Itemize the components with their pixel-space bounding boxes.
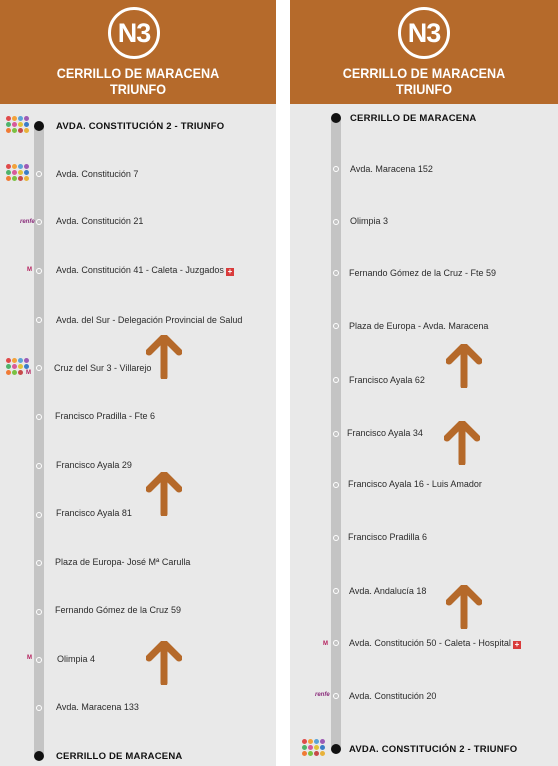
route-title-line2: TRIUNFO xyxy=(396,81,452,97)
stop-label: Plaza de Europa - Avda. Maracena xyxy=(349,321,489,331)
stop-label: Francisco Ayala 62 xyxy=(349,375,425,385)
terminal-stop-dot xyxy=(34,751,44,761)
bus-lines-grid-icon xyxy=(6,116,32,136)
stop-dot xyxy=(36,512,42,518)
stop-label: Francisco Ayala 34 xyxy=(347,428,423,438)
route-title-line1: CERRILLO DE MARACENA xyxy=(56,65,220,81)
metro-logo: M xyxy=(27,267,32,273)
up-arrow-icon xyxy=(444,421,480,465)
stop-label: Avda. Maracena 152 xyxy=(350,164,433,174)
metro-logo: M xyxy=(323,641,328,647)
line-badge: N3 xyxy=(108,7,160,59)
renfe-logo: renfe xyxy=(20,219,35,225)
stop-label: Francisco Ayala 29 xyxy=(56,460,132,470)
stop-label-text: Avda. Constitución 41 - Caleta - Juzgados xyxy=(56,265,224,275)
stop-label: Avda. Andalucía 18 xyxy=(349,586,427,596)
bus-lines-grid-icon xyxy=(6,164,32,184)
stop-label: Avda. del Sur - Delegación Provincial de Salud xyxy=(56,315,243,325)
up-arrow-icon xyxy=(446,585,482,629)
route-panel-right xyxy=(290,0,558,766)
stop-label-text: Avda. Constitución 50 - Caleta - Hospital xyxy=(349,638,511,648)
route-header xyxy=(290,0,558,104)
route-header xyxy=(0,0,276,104)
stop-dot xyxy=(333,588,339,594)
stop-label xyxy=(56,265,234,276)
route-title-line1: CERRILLO DE MARACENA xyxy=(342,65,506,81)
stop-dot xyxy=(36,705,42,711)
red-cross-icon: + xyxy=(227,267,233,276)
stop-label: Francisco Ayala 81 xyxy=(56,508,132,518)
metro-logo: M xyxy=(27,655,32,661)
stop-label xyxy=(349,638,521,649)
stop-dot xyxy=(36,268,42,274)
terminal-stop-dot xyxy=(331,113,341,123)
stop-dot xyxy=(36,463,42,469)
stop-label: Olimpia 4 xyxy=(57,654,96,664)
stop-label: CERRILLO DE MARACENA xyxy=(56,751,183,762)
red-cross-icon: + xyxy=(514,640,520,649)
stop-dot xyxy=(36,560,42,566)
terminal-stop-dot xyxy=(34,121,44,131)
stop-label: Avda. Maracena 133 xyxy=(56,702,139,712)
stop-dot xyxy=(333,535,339,541)
stop-label: Cruz del Sur 3 - Villarejo xyxy=(54,363,152,373)
stop-label: Francisco Pradilla 6 xyxy=(348,532,428,542)
renfe-logo: renfe xyxy=(315,692,330,698)
up-arrow-icon xyxy=(446,344,482,388)
stop-label: AVDA. CONSTITUCIÓN 2 - TRIUNFO xyxy=(349,744,518,755)
stop-label: Olimpia 3 xyxy=(350,216,389,226)
stop-label: Avda. Constitución 7 xyxy=(56,169,139,179)
line-badge: N3 xyxy=(398,7,450,59)
stop-dot xyxy=(333,482,339,488)
up-arrow-icon xyxy=(146,472,182,516)
stop-dot xyxy=(36,414,42,420)
stop-dot xyxy=(333,270,339,276)
stop-label: Francisco Pradilla - Fte 6 xyxy=(55,411,156,421)
route-panel-left xyxy=(0,0,276,766)
stop-dot xyxy=(36,317,42,323)
stop-label: Plaza de Europa- José Mª Carulla xyxy=(55,557,191,567)
stop-dot xyxy=(333,219,339,225)
terminal-stop-dot xyxy=(331,744,341,754)
stop-dot xyxy=(333,640,339,646)
stop-dot xyxy=(36,171,42,177)
stop-label: Avda. Constitución 20 xyxy=(349,691,437,701)
stop-dot xyxy=(333,377,339,383)
route-title-line2: TRIUNFO xyxy=(110,81,166,97)
stop-label: Fernando Gómez de la Cruz - Fte 59 xyxy=(349,268,497,278)
up-arrow-icon xyxy=(146,335,182,379)
stop-dot xyxy=(36,657,42,663)
stop-label: CERRILLO DE MARACENA xyxy=(350,113,477,124)
bus-lines-grid-icon xyxy=(302,739,328,759)
up-arrow-icon xyxy=(146,641,182,685)
stop-dot xyxy=(333,693,339,699)
stop-dot xyxy=(333,166,339,172)
stop-dot xyxy=(333,431,339,437)
stop-dot xyxy=(333,323,339,329)
stop-label: Francisco Ayala 16 - Luis Amador xyxy=(348,479,482,489)
stop-dot xyxy=(36,365,42,371)
stop-label: AVDA. CONSTITUCIÓN 2 - TRIUNFO xyxy=(56,121,225,132)
stop-label: Avda. Constitución 21 xyxy=(56,216,144,226)
metro-logo: M xyxy=(26,370,31,376)
stop-label: Fernando Gómez de la Cruz 59 xyxy=(55,605,182,615)
stop-dot xyxy=(36,219,42,225)
stop-dot xyxy=(36,609,42,615)
